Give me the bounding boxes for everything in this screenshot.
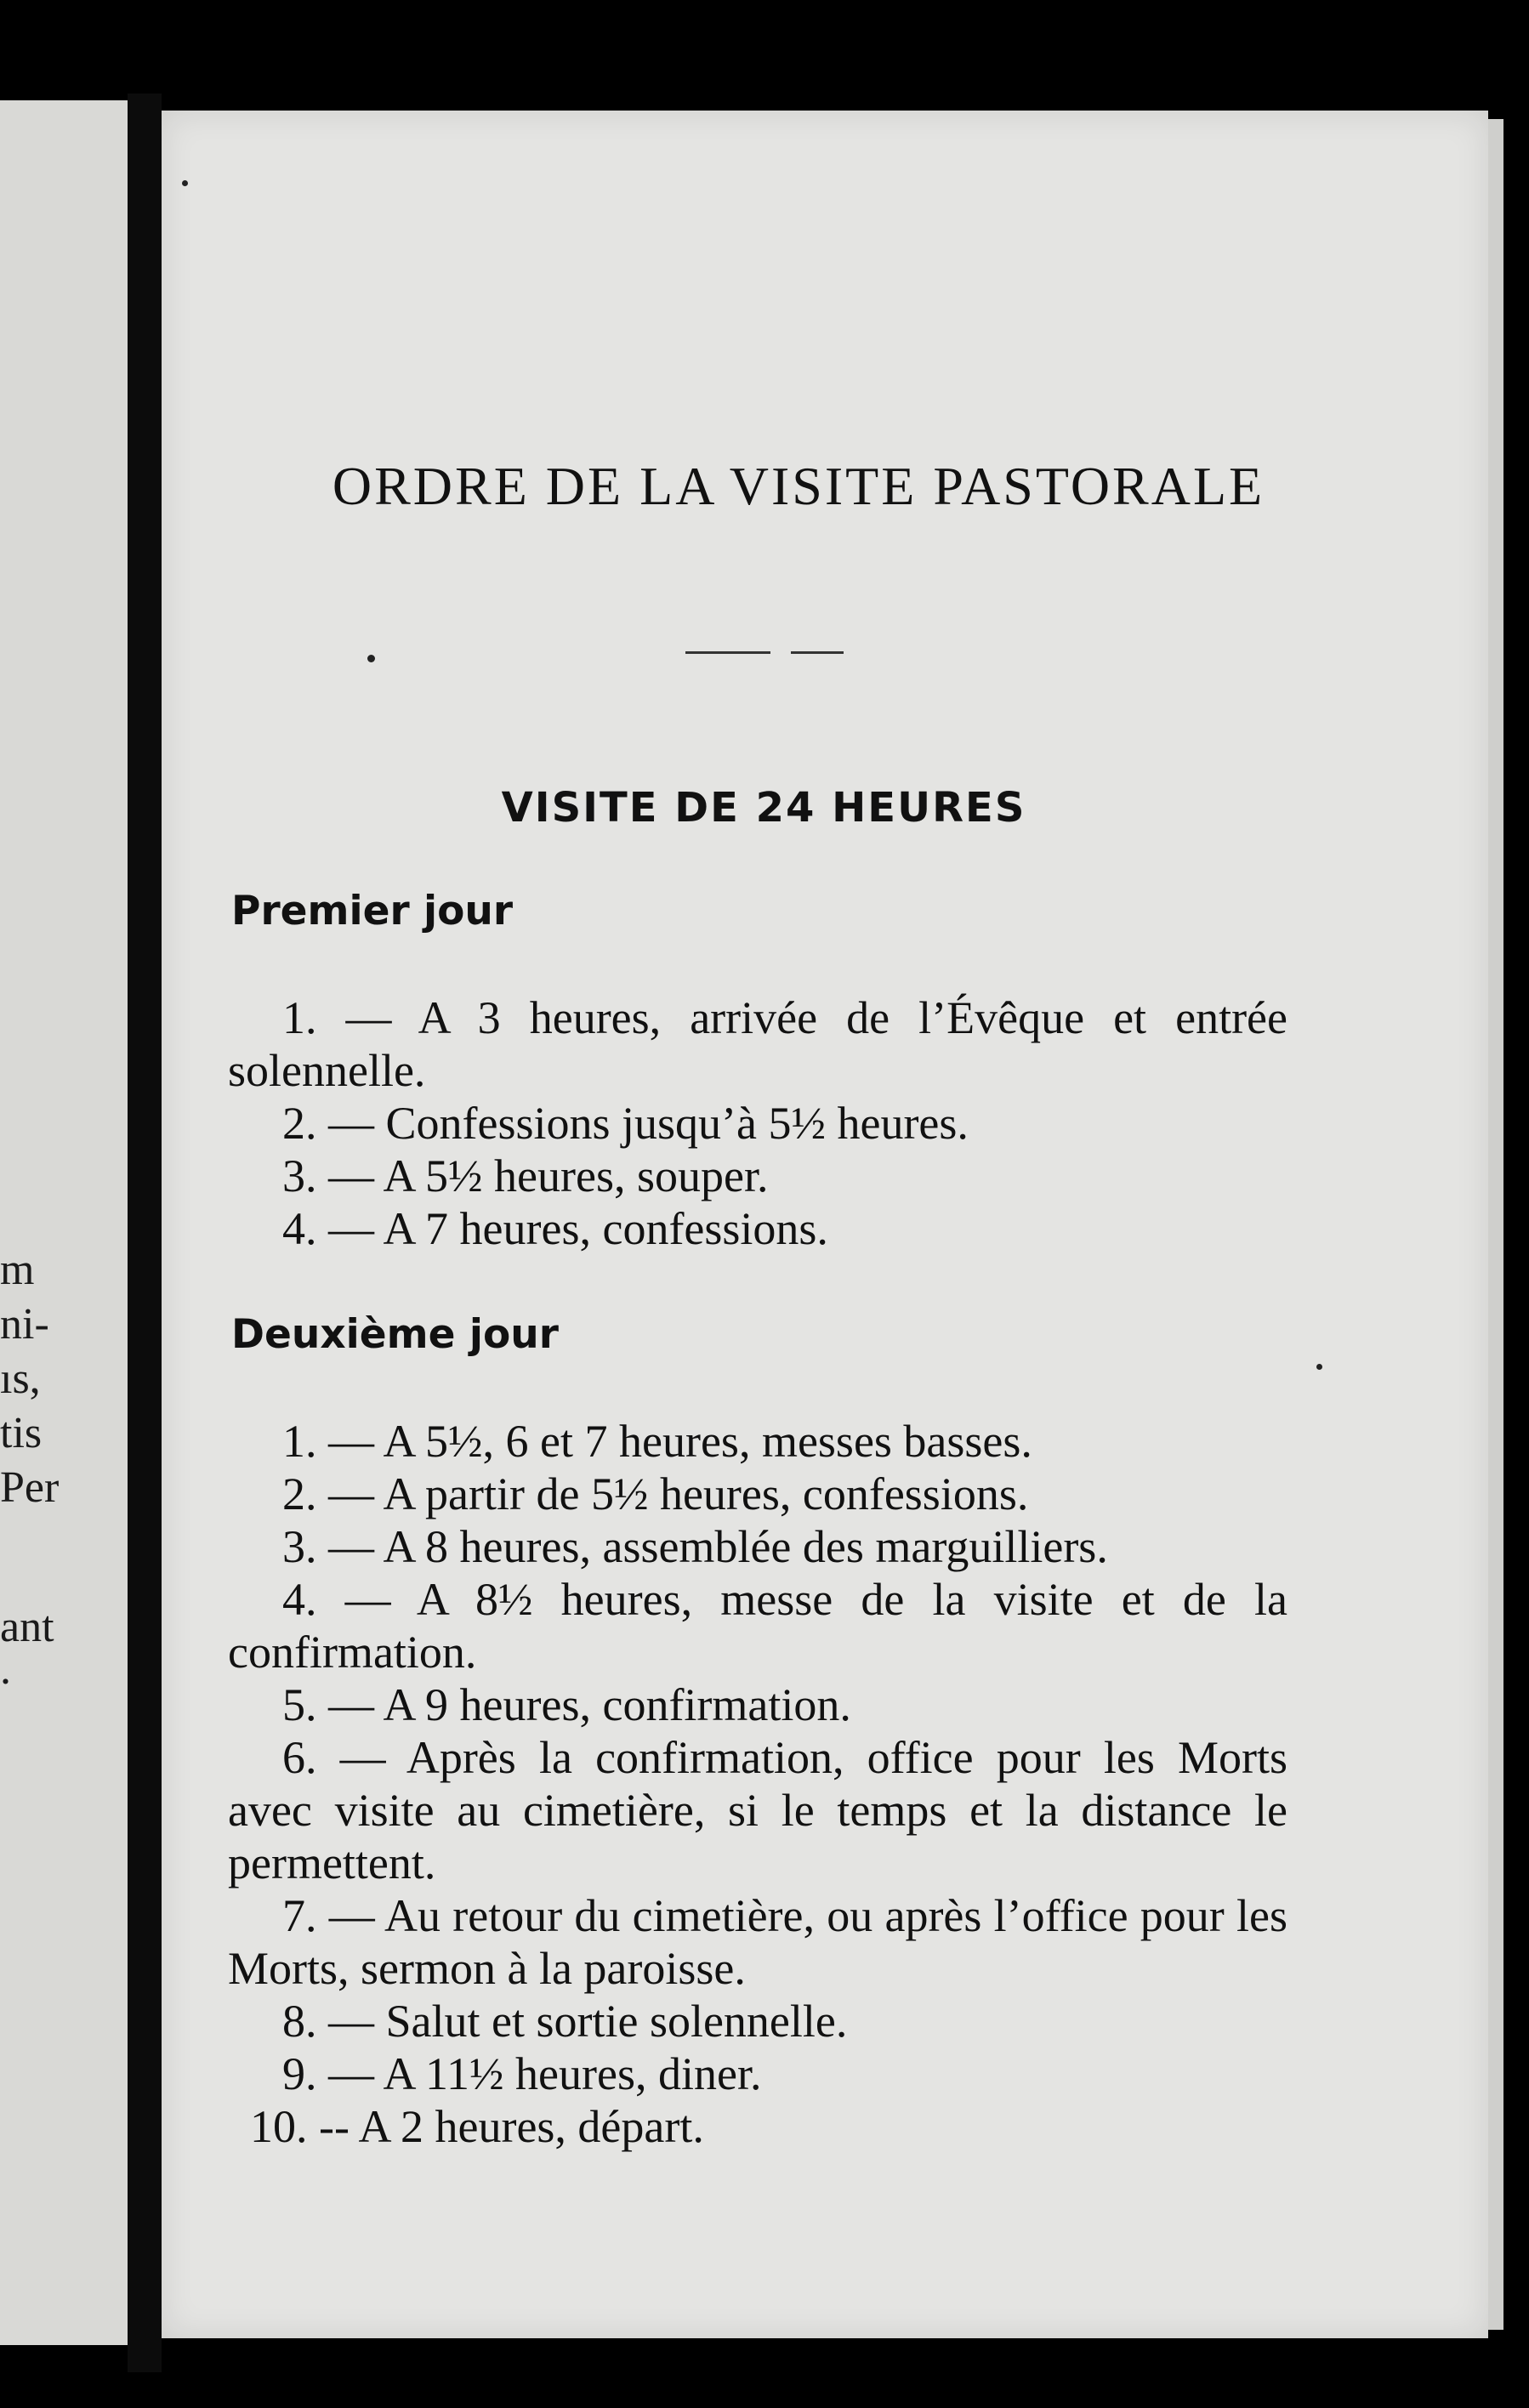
item-number: 4. [282,1574,317,1625]
list-item [228,1097,1287,1150]
left-page-fragment: Per [0,1463,60,1512]
item-number: 5. [282,1679,317,1730]
item-number: 3. [282,1150,317,1201]
left-page-fragment: tis [0,1409,43,1457]
item-number: 4. [282,1203,317,1254]
item-text: — A 3 heures, arrivée de l’Évêque et entrée solennelle. [228,992,1287,1096]
item-number: 1. [282,992,317,1043]
item-text: -- A 2 heures, départ. [319,2101,704,2152]
item-number: 7. [282,1890,317,1941]
page-edge [1488,119,1503,2330]
premier-jour-list [228,991,1287,1255]
deuxieme-jour-list [228,1415,1287,2153]
item-number: 2. [282,1468,317,1519]
day-label-deuxieme: Deuxième jour [231,1311,559,1358]
day-label-premier: Premier jour [231,888,514,934]
list-item [228,1731,1287,1889]
item-text: — A 5½ heures, souper. [328,1150,769,1201]
item-text: — A 11½ heures, diner. [328,2048,762,2099]
item-number: 8. [282,1996,317,2047]
print-speck [182,180,188,186]
item-number: 9. [282,2048,317,2099]
list-item [228,1520,1287,1573]
item-text: — A partir de 5½ heures, confessions. [328,1468,1029,1519]
list-item [228,1415,1287,1468]
item-text: — Au retour du cimetière, ou après l’office pour les Morts, sermon à la paroisse. [228,1890,1288,1994]
book-gutter [128,94,162,2372]
title-rule [791,651,844,654]
left-page-fragment: ıs, [0,1354,41,1403]
list-item [228,1150,1287,1202]
list-item [228,1573,1287,1678]
item-text: — A 5½, 6 et 7 heures, messes basses. [328,1416,1032,1467]
list-item [228,991,1287,1097]
list-item [228,1889,1287,1995]
item-number: 1. [282,1416,317,1467]
section-heading: VISITE DE 24 HEURES [501,784,1026,832]
page-title: ORDRE DE LA VISITE PASTORALE [332,456,1265,516]
adjacent-page [0,100,128,2345]
item-text: — Salut et sortie solennelle. [328,1996,848,2047]
list-item [228,2047,1287,2100]
print-speck [1316,1364,1322,1370]
left-page-fragment: ant [0,1603,54,1651]
list-item [228,1468,1287,1520]
item-number: 10. [250,2101,308,2152]
item-text: — A 8½ heures, messe de la visite et de la confirmation. [228,1574,1287,1678]
list-item [228,2100,1287,2153]
item-text: — Après la confirmation, office pour les Morts avec visite au cimetière, si le temps et la distance le permettent. [228,1732,1287,1888]
list-item [228,1202,1287,1255]
left-page-fragment: ni- [0,1300,49,1349]
item-number: 2. [282,1098,317,1149]
item-text: — A 7 heures, confessions. [328,1203,828,1254]
left-page-fragment: m [0,1246,35,1294]
print-speck [367,655,375,662]
item-number: 6. [282,1732,317,1783]
item-text: — A 9 heures, confirmation. [328,1679,851,1730]
title-rule [685,651,770,654]
item-text: — A 8 heures, assemblée des marguilliers. [328,1521,1108,1572]
list-item [228,1995,1287,2047]
item-number: 3. [282,1521,317,1572]
left-page-fragment: . [0,1645,11,1694]
list-item [228,1678,1287,1731]
item-text: — Confessions jusqu’à 5½ heures. [328,1098,969,1149]
